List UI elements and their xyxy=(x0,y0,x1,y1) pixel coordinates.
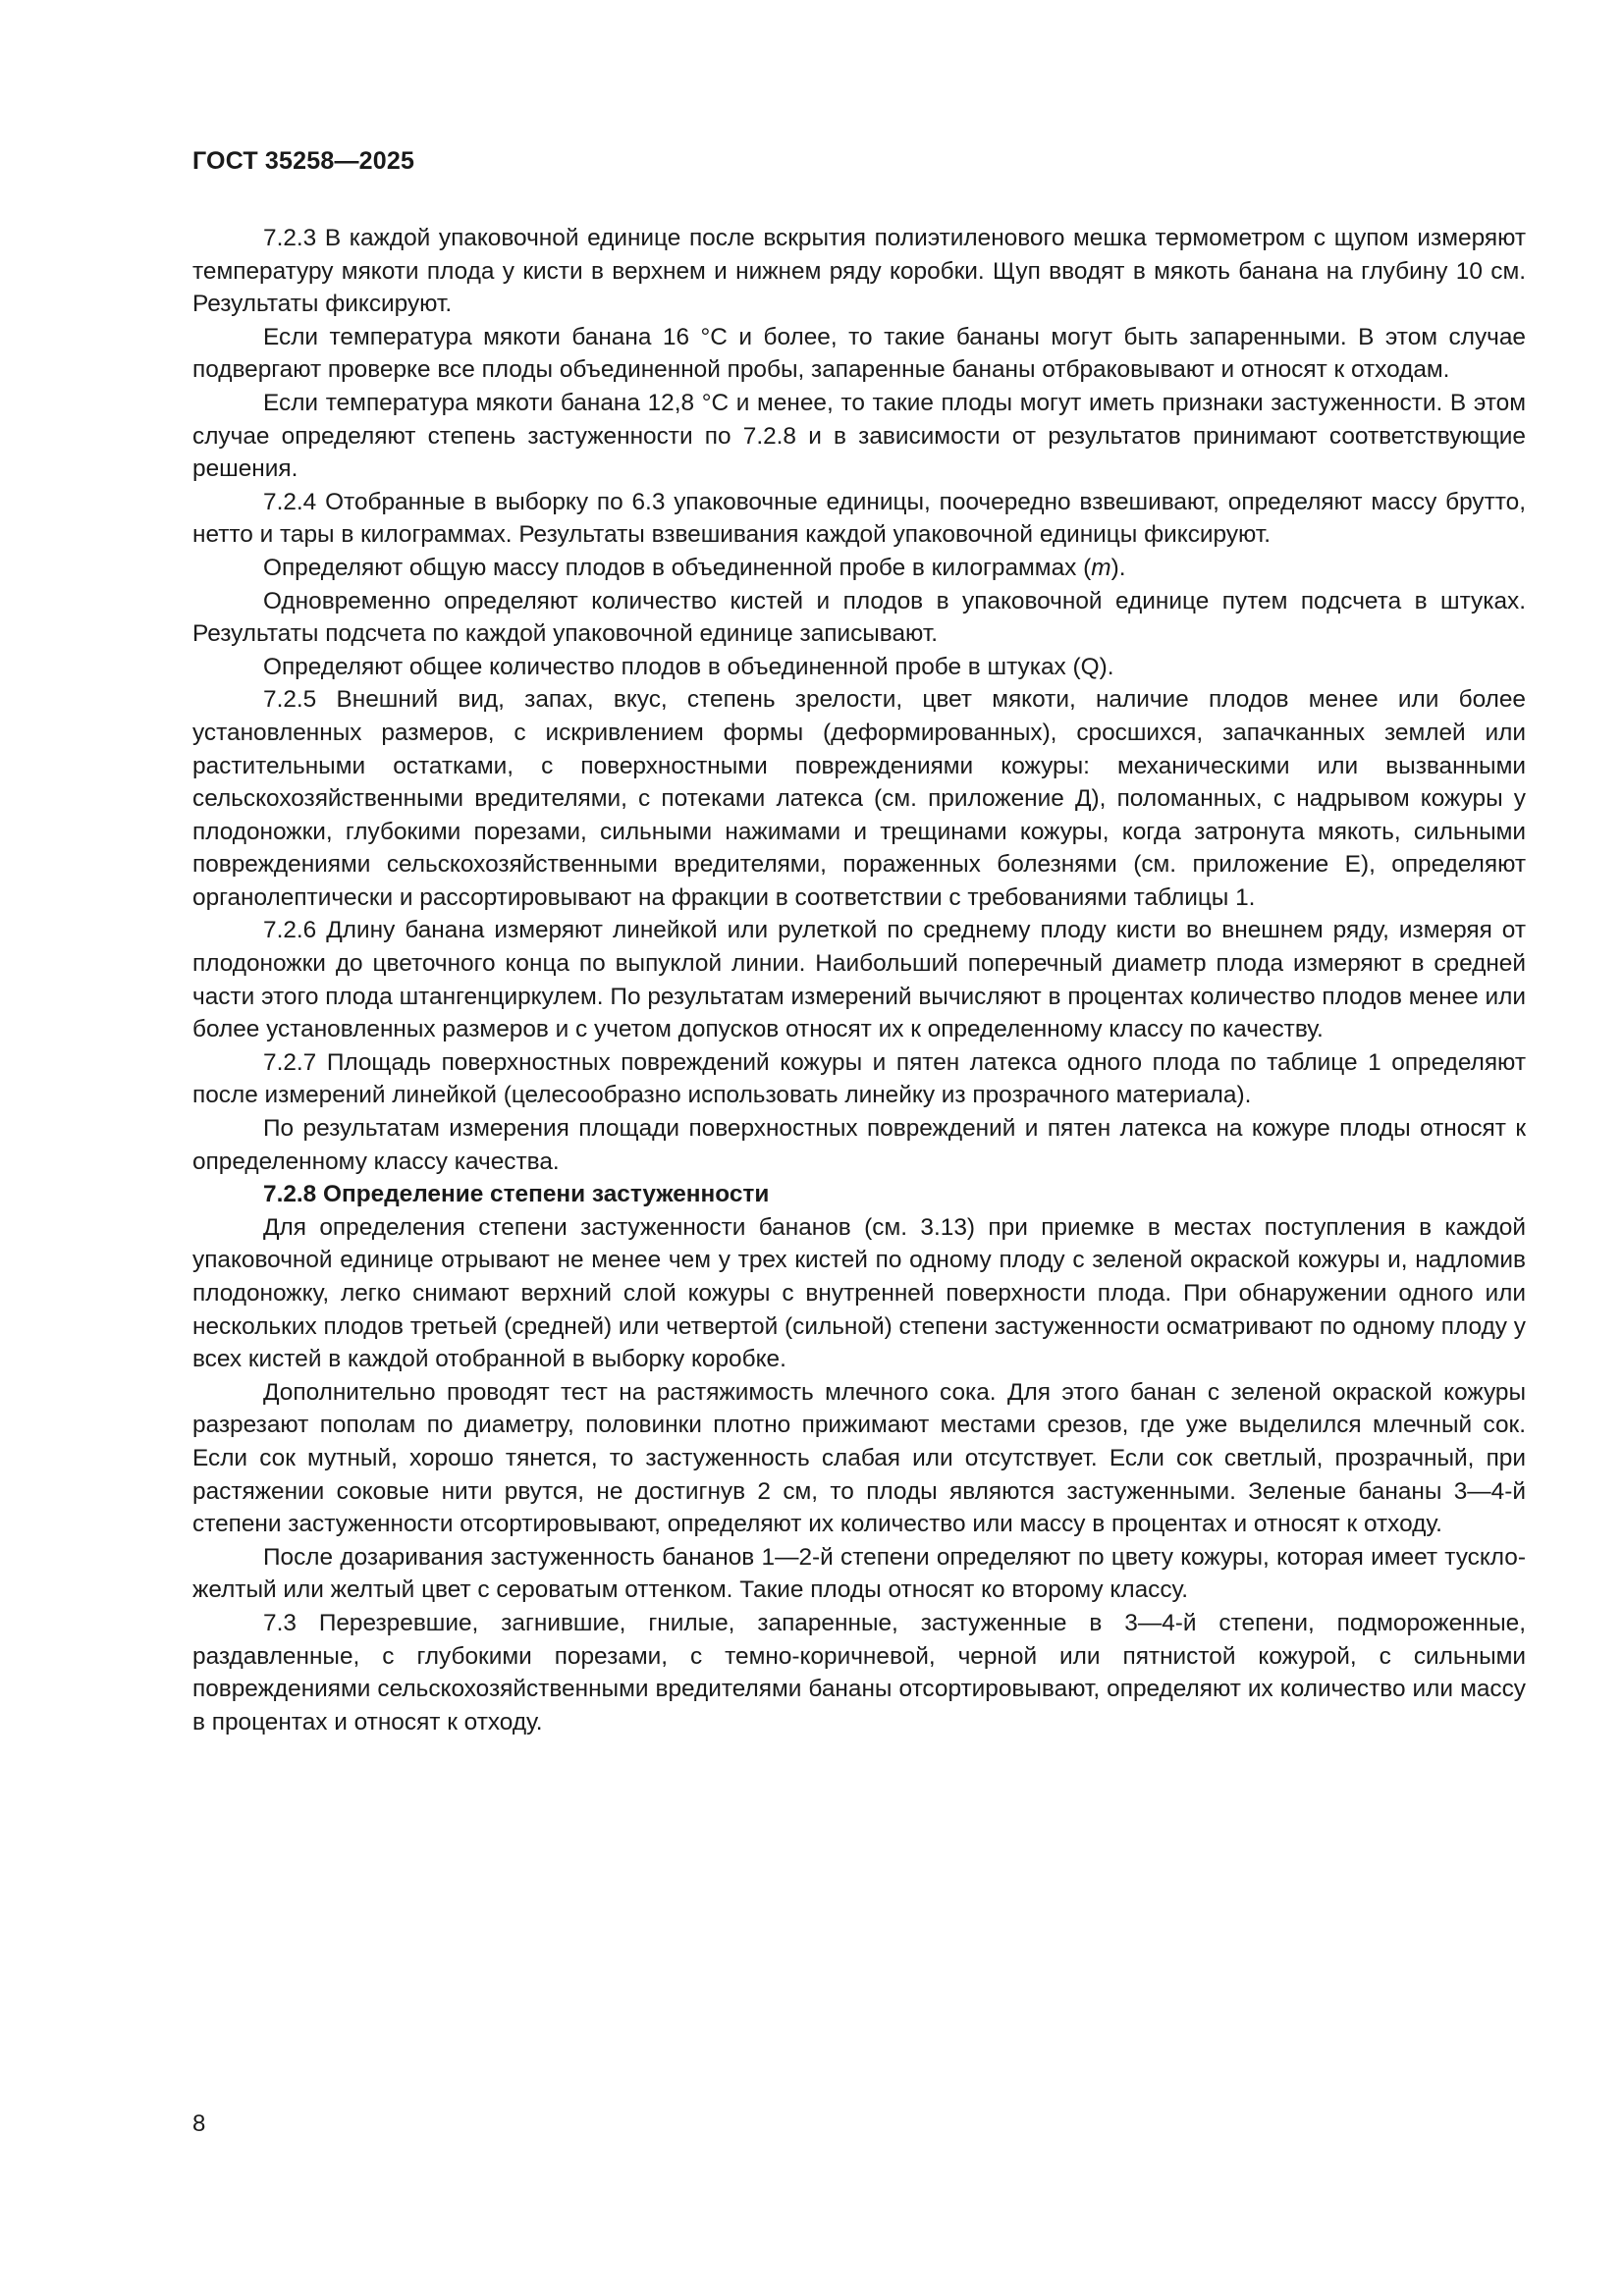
paragraph-total-mass xyxy=(192,552,1526,585)
paragraph-7-2-4: 7.2.4 Отобранные в выборку по 6.3 упаковочные единицы, поочередно взвешивают, определяют массу брутто, нетто и тары в килограммах. Результаты взвешивания каждой упаковочной единицы фиксируют. xyxy=(192,488,1526,549)
paragraph-7-2-6: 7.2.6 Длину банана измеряют линейкой или рулеткой по среднему плоду кисти во внешнем ряду, измеряя от плодоножки до цветочного конца по выпуклой линии. Наибольший поперечный диаметр плода измеряют в средней части этого плода штангенциркулем. По результатам измерений вычисляют в процентах количество плодов менее или более установленных размеров и с учетом допусков относят их к определенному классу по качеству. xyxy=(192,917,1526,1043)
document-code: ГОСТ 35258—2025 xyxy=(192,147,415,175)
page-number: 8 xyxy=(192,2110,206,2137)
section-heading-7-2-8: 7.2.8 Определение степени застуженности xyxy=(263,1181,770,1208)
paragraph-latex-test: Дополнительно проводят тест на растяжимость млечного сока. Для этого банан с зеленой окраской кожуры разрезают пополам по диаметру, половинки плотно прижимают местами срезов, где уже выделился млечный сок. Если сок мутный, хорошо тянется, то застуженность слабая или отсутствует. Если сок светлый, прозрачный, при растяжении соковые нити рвутся, не достигнув 2 см, то плоды являются застуженными. Зеленые бананы 3—4-й степени застуженности отсортировывают, определяют их количество или массу в процентах и относят к отходу. xyxy=(192,1378,1526,1538)
paragraph-7-2-3: 7.2.3 В каждой упаковочной единице после вскрытия полиэтиленового мешка термометром с щупом измеряют температуру мякоти плода у кисти в верхнем и нижнем ряду коробки. Щуп вводят в мякоть банана на глубину 10 см. Результаты фиксируют. xyxy=(192,225,1526,318)
paragraph-chill-definition: Для определения степени застуженности бананов (см. 3.13) при приемке в местах поступления в каждой упаковочной единице отрывают не менее чем у трех кистей по одному плоду с зеленой окраской кожуры и, надломив плодоножку, легко снимают верхний слой кожуры с внутренней поверхности плода. При обнаружении одного или нескольких плодов третьей (средней) или четвертой (сильной) степени застуженности осматривают по одному плоду у всех кистей в каждой отобранной в выборку коробке. xyxy=(192,1213,1526,1373)
total-mass-text: Определяют общую массу плодов в объединенной пробе в килограммах ( xyxy=(263,554,1092,581)
paragraph-temperature-16: Если температура мякоти банана 16 °С и более, то такие бананы могут быть запаренными. В этом случае подвергают проверке все плоды объединенной пробы, запаренные бананы отбраковывают и относят к отходам. xyxy=(192,323,1526,384)
mass-symbol: m xyxy=(1091,554,1111,581)
paragraph-temperature-12-8: Если температура мякоти банана 12,8 °С и менее, то такие плоды могут иметь признаки застуженности. В этом случае определяют степень застуженности по 7.2.8 и в зависимости от результатов принимают соответствующие решения. xyxy=(192,389,1526,483)
document-body xyxy=(192,222,1526,1738)
paragraph-area-result: По результатам измерения площади поверхностных повреждений и пятен латекса на кожуре плоды относят к определенному классу качества. xyxy=(192,1115,1526,1175)
paragraph-total-count: Определяют общее количество плодов в объединенной пробе в штуках (Q). xyxy=(263,653,1114,680)
total-mass-tail: ). xyxy=(1110,554,1126,581)
paragraph-7-2-7: 7.2.7 Площадь поверхностных повреждений кожуры и пятен латекса одного плода по таблице 1 определяют после измерений линейкой (целесообразно использовать линейку из прозрачного материала). xyxy=(192,1048,1526,1109)
paragraph-count: Одновременно определяют количество кистей и плодов в упаковочной единице путем подсчета в штуках. Результаты подсчета по каждой упаковочной единице записывают. xyxy=(192,587,1526,648)
paragraph-7-3: 7.3 Перезревшие, загнившие, гнилые, запаренные, застуженные в 3—4-й степени, подмороженные, раздавленные, с глубокими порезами, с темно-коричневой, черной или пятнистой кожурой, с сильными повреждениями сельскохозяйственными вредителями бананы отсортировывают, определяют их количество или массу в процентах и относят к отходу. xyxy=(192,1609,1526,1735)
paragraph-after-ripening: После дозаривания застуженность бананов 1—2-й степени определяют по цвету кожуры, которая имеет тускло-желтый или желтый цвет с сероватым оттенком. Такие плоды относят ко второму классу. xyxy=(192,1543,1526,1604)
paragraph-7-2-5: 7.2.5 Внешний вид, запах, вкус, степень зрелости, цвет мякоти, наличие плодов менее или более установленных размеров, с искривлением формы (деформированных), сросшихся, запачканных землей или растительными остатками, с поверхностными повреждениями кожуры: механическими или вызванными сельскохозяйственными вредителями, с потеками латекса (см. приложение Д), поломанных, с надрывом кожуры у плодоножки, глубокими порезами, сильными нажимами и трещинами кожуры, когда затронута мякоть, сильными повреждениями сельскохозяйственными вредителями, пораженных болезнями (см. приложение Е), определяют органолептически и рассортировывают на фракции в соответствии с требованиями таблицы 1. xyxy=(192,686,1526,911)
